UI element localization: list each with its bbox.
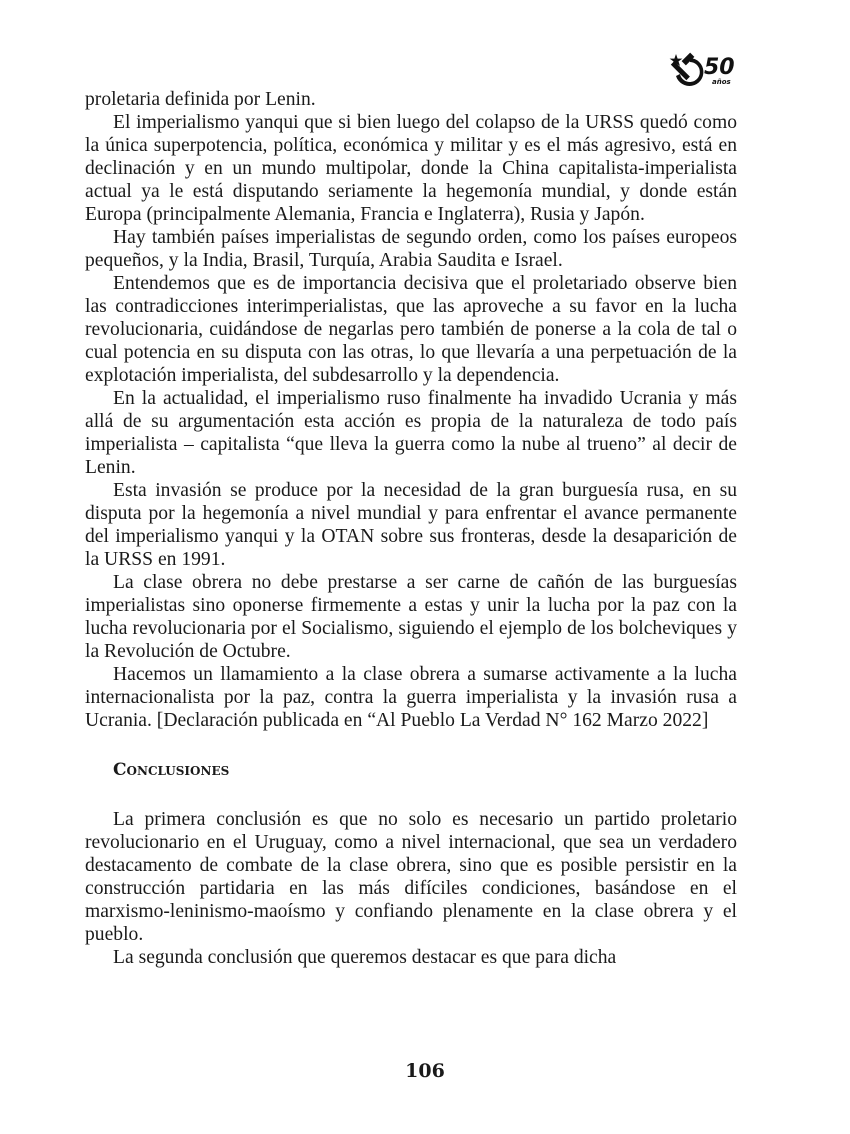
paragraph: La clase obrera no debe prestarse a ser carne de cañón de las burguesías imperialistas sino oponerse firmemente a estas y unir la lucha por la paz con la lucha revolucionaria por el Socialismo, siguiendo el ejemplo de los bolcheviques y la Revolución de Octubre. [85, 572, 737, 662]
paragraph: Hay también países imperialistas de segundo orden, como los países europeos pequeños, y la India, Brasil, Turquía, Arabia Saudita e Israel. [85, 227, 737, 271]
paragraph: Esta invasión se produce por la necesidad de la gran burguesía rusa, en su disputa por la hegemonía a nivel mundial y para enfrentar el avance permanente del imperialismo yanqui y la OTAN sobre sus fronteras, desde la desaparición de la URSS en 1991. [85, 480, 737, 570]
paragraph: Entendemos que es de importancia decisiva que el proletariado observe bien las contradicciones interimperialistas, que las aproveche a su favor en la lucha revolucionaria, cuidándose de negarlas pero también de ponerse a la cola de tal o cual potencia en su disputa con las otras, lo que llevaría a una perpetuación de la explotación imperialista, del subdesarrollo y la dependencia. [85, 273, 737, 386]
paragraph: Hacemos un llamamiento a la clase obrera a sumarse activamente a la lucha internacionalista por la paz, contra la guerra imperialista y la invasión rusa a Ucrania. [Declaración publicada en “Al Pueblo La Verdad N° 162 Marzo 2022] [85, 664, 737, 731]
paragraph: La segunda conclusión que queremos destacar es que para dicha [113, 947, 617, 968]
page-body [85, 88, 737, 969]
logo-number: 50 [704, 55, 735, 80]
logo-sub: años [712, 78, 731, 86]
paragraph: El imperialismo yanqui que si bien luego del colapso de la URSS quedó como la única superpotencia, política, económica y militar y es el más agresivo, está en declinación y en un mundo multipolar, donde la China capitalista-imperialista actual ya le está disputando seriamente la hegemonía mundial, y donde están Europa (principalmente Alemania, Francia e Inglaterra), Rusia y Japón. [85, 112, 737, 225]
anniversary-logo [668, 50, 740, 90]
paragraph: En la actualidad, el imperialismo ruso finalmente ha invadido Ucrania y más allá de su argumentación esta acción es propia de la naturaleza de todo país imperialista – capitalista “que lleva la guerra como la nube al trueno” al decir de Lenin. [85, 388, 737, 478]
paragraph: La primera conclusión es que no solo es necesario un partido proletario revolucionario en el Uruguay, como a nivel internacional, que sea un verdadero destacamento de combate de la clase obrera, sino que es posible persistir en la construcción partidaria en las más difíciles condiciones, basándose en el marxismo-leninismo-maoísmo y confiando plenamente en la clase obrera y el pueblo. [85, 809, 737, 945]
hammer-sickle-star-icon [668, 50, 740, 90]
page-number: 106 [405, 1060, 445, 1082]
paragraph: proletaria definida por Lenin. [85, 89, 316, 110]
section-heading: Conclusiones [113, 760, 230, 780]
